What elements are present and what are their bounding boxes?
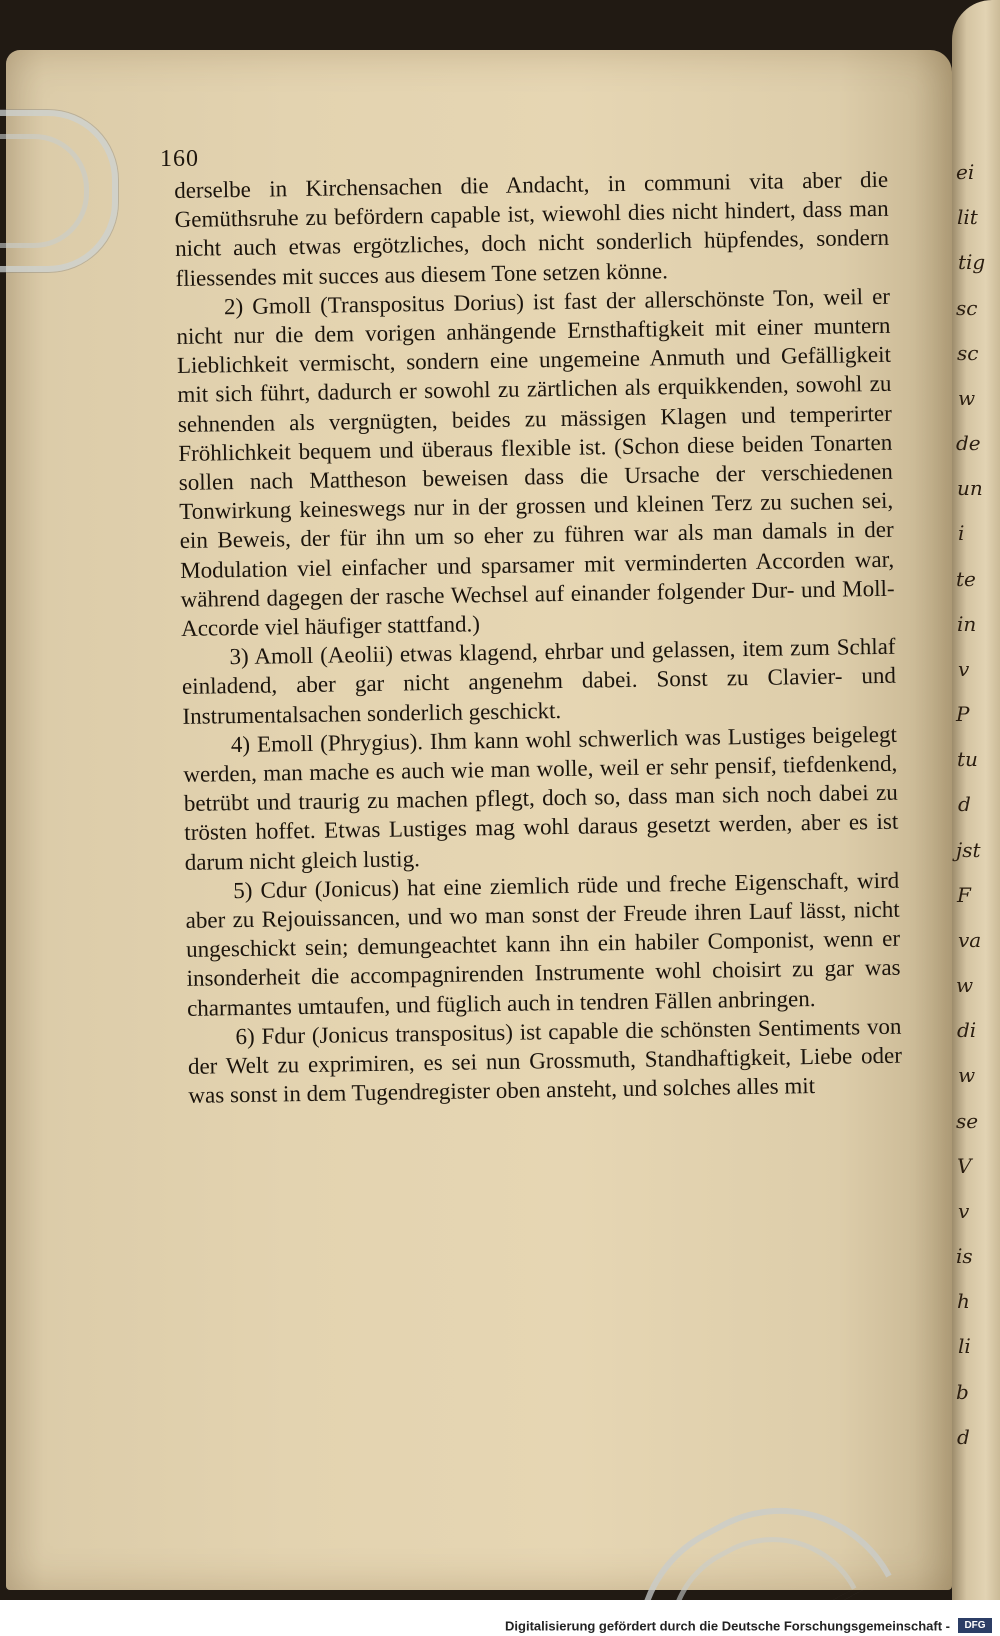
next-page-glyph: w: [958, 1063, 976, 1087]
next-page-glyph: de: [956, 431, 981, 455]
next-page-edge: [952, 0, 1000, 1600]
paragraph-4: 4) Emoll (Phrygius). Ihm kann wohl schwerlich was Lustiges beigelegt werden, man mache es auch wie man wolle, weil er sehr pensif, tiefdenkend, betrübt und traurig zu machen pflegt, doch so, dass man sich noch dabei zu trösten hoffet. Etwas Lustiges mag wohl daraus gesetzt werden, aber es ist darum nicht gleich lustig.: [183, 721, 899, 875]
next-page-glyph: d: [957, 1425, 970, 1449]
next-page-glyph: in: [957, 612, 977, 636]
next-page-glyph: V: [957, 1154, 972, 1178]
next-page-glyph: lit: [957, 205, 978, 229]
paragraph-3: 3) Amoll (Aeolii) etwas klagend, ehrbar und gelassen, item zum Schlaf einladend, aber gar nicht angenehm dabei. Sonst zu Clavier- und Instrumentalsachen sonderlich geschickt.: [181, 633, 897, 729]
next-page-glyph: tig: [958, 250, 986, 274]
next-page-glyph: sc: [957, 341, 979, 365]
next-page-glyph: v: [958, 657, 970, 681]
next-page-glyph: h: [957, 1289, 970, 1313]
next-page-glyph: b: [956, 1380, 969, 1404]
paragraph-6: 6) Fdur (Jonicus transpositus) ist capable die schönsten Sentiments von der Welt zu exprimiren, es sei nun Grossmuth, Standhaftigkeit, Liebe oder was sonst in dem Tugendregister oben ansteht, und solches alles mit: [187, 1013, 903, 1109]
paragraph-2: 2) Gmoll (Transpositus Dorius) ist fast der allerschönste Ton, weil er nicht nur die dem vorigen anhängende Ernsthaftigkeit mit einer muntern Lieblichkeit vermischt, sondern eine ungemeine Anmuth und Gefälligkeit mit sich führt, dadurch er sowohl zu zärtlichen als erquikkenden, sowohl zu sehnenden als vergnügten, beides zu mässigen Klagen und temperirter Fröhlichkeit bequem und überaus flexible ist. (Schon diese beiden Tonarten sollen nach Mattheson beweisen dass die Ursache der verschiedenen Tonwirkung keineswegs nur in der grossen und kleinen Terz zu suchen sei, ein Beweis, der für ihn um so eher zu führen war als man damals in der Modulation viel einfacher und sparsamer mit verminderten Accorden war, während dagegen der rasche Wechsel auf einander folgender Dur- und Moll-Accorde viel häufiger stattfand.): [176, 283, 895, 641]
next-page-glyph: li: [958, 1334, 971, 1358]
next-page-glyph: sc: [956, 296, 978, 320]
next-page-glyph: P: [956, 702, 970, 726]
next-page-glyph: F: [957, 883, 971, 907]
paragraph-5: 5) Cdur (Jonicus) hat eine ziemlich rüde und freche Eigenschaft, wird aber zu Rejouissancen, und wo man sonst der Freude ihren Lauf lässt, nicht ungeschickt sein; demungeachtet kann ihn ein habiler Componist, wenn er insonderheit die accompagnirenden Instrumente wohl choisirt zu gar was charmantes umtaufen, und füglich auch in tendren Fällen anbringen.: [185, 867, 901, 1021]
dfg-logo: DFG: [958, 1618, 992, 1633]
next-page-glyph: is: [956, 1244, 973, 1268]
next-page-glyph: w: [958, 386, 976, 410]
next-page-glyph: i: [958, 521, 965, 545]
next-page-glyph: w: [956, 973, 974, 997]
paragraph-1: derselbe in Kirchensachen die Andacht, in communi vita aber die Gemüthsruhe zu befördern capable ist, wiewohl dies nicht hindert, dass man nicht auch etwas ergötzliches, doch nicht sonderlich hüpfendes, sondern fliessendes mit succes aus diesem Tone setzen könne.: [174, 166, 890, 291]
next-page-glyph: te: [956, 567, 976, 591]
text-block: [174, 165, 903, 1111]
footer-credit: Digitalisierung gefördert durch die Deutsche Forschungsgemeinschaft -: [505, 1618, 950, 1634]
next-page-glyph: se: [956, 1109, 979, 1133]
next-page-glyph: jst: [956, 838, 981, 862]
next-page-glyph: un: [957, 476, 983, 500]
next-page-glyph: tu: [957, 747, 978, 771]
next-page-glyph: v: [958, 1199, 970, 1223]
next-page-glyph: d: [958, 792, 971, 816]
next-page-glyph: ei: [956, 160, 975, 184]
page-number: 160: [160, 146, 199, 172]
next-page-glyph: va: [958, 928, 982, 952]
next-page-glyph: di: [957, 1018, 977, 1042]
